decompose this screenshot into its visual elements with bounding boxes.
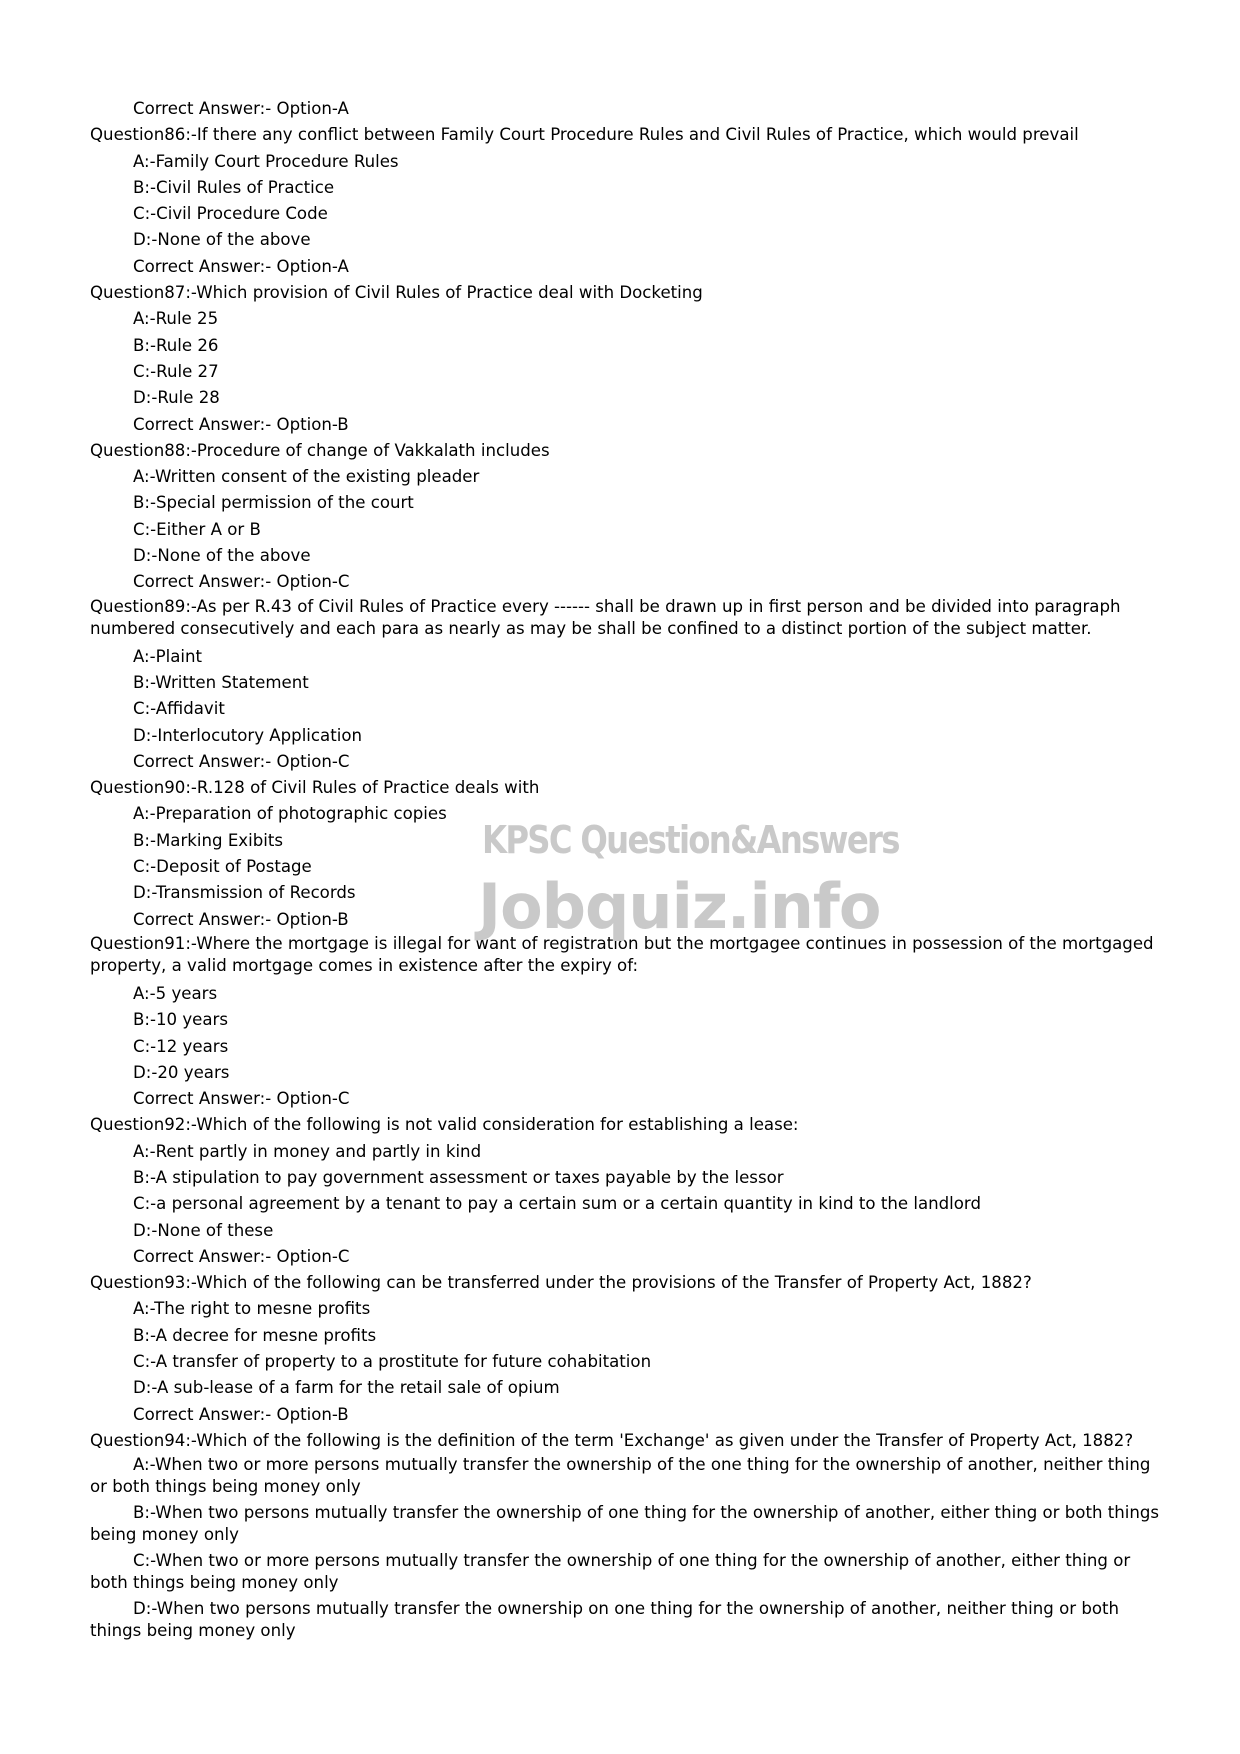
option-d: D:-When two persons mutually transfer the ownership on one thing for the ownership of another, neither thing or both things being money only [90, 1599, 1120, 1641]
correct-answer: Correct Answer:- Option-B [133, 909, 349, 929]
question-block [90, 1428, 1160, 1642]
question-block [90, 596, 1160, 775]
option-a: A:-Family Court Procedure Rules [133, 151, 399, 171]
option-a: A:-Plaint [133, 646, 203, 666]
question-block [90, 933, 1160, 1112]
option-d: D:-Transmission of Records [133, 883, 356, 903]
option-a: A:-5 years [133, 983, 218, 1003]
question-document [90, 96, 1160, 1646]
correct-answer: Correct Answer:- Option-C [133, 1089, 350, 1109]
option-d: D:-A sub-lease of a farm for the retail sale of opium [133, 1378, 560, 1398]
correct-answer: Correct Answer:- Option-B [133, 1404, 349, 1424]
question-block [90, 122, 1160, 280]
option-c: C:-Deposit of Postage [133, 857, 312, 877]
option-a: A:-Rent partly in money and partly in kind [133, 1141, 482, 1161]
question-block [90, 1112, 1160, 1270]
question-block [90, 775, 1160, 933]
watermark-line1: KPSC Question&Answers [482, 818, 899, 862]
previous-correct-answer: Correct Answer:- Option-A [133, 99, 349, 118]
option-d: D:-None of the above [133, 230, 311, 250]
option-d: D:-None of these [133, 1220, 274, 1240]
question-block [90, 280, 1160, 438]
correct-answer: Correct Answer:- Option-B [133, 414, 349, 434]
option-c: C:-When two or more persons mutually transfer the ownership of one thing for the ownership of another, either thing or both things being money only [90, 1551, 1131, 1593]
watermark-line2: Jobquiz.info [478, 870, 881, 943]
correct-answer: Correct Answer:- Option-C [133, 572, 350, 592]
option-c: C:-A transfer of property to a prostitute for future cohabitation [133, 1352, 652, 1372]
option-a: A:-When two or more persons mutually transfer the ownership of the one thing for the ownership of another, neither thing or both things being money only [90, 1455, 1151, 1497]
question-text: Question89:-As per R.43 of Civil Rules of Practice every ------ shall be drawn up in first person and be divided into paragraph numbered consecutively and each para as nearly as may be shall be confined to a distinct portion of the subject matter. [90, 596, 1121, 638]
option-c: C:-Rule 27 [133, 361, 219, 381]
question-text: Question94:-Which of the following is the definition of the term 'Exchange' as given under the Transfer of Property Act, 1882? [90, 1430, 1134, 1450]
option-c: C:-Either A or B [133, 519, 261, 539]
correct-answer: Correct Answer:- Option-C [133, 1246, 350, 1266]
option-a: A:-Written consent of the existing pleader [133, 467, 480, 487]
option-b: B:-Written Statement [133, 672, 309, 692]
question-text: Question86:-If there any conflict between Family Court Procedure Rules and Civil Rules of Practice, which would prevail [90, 125, 1079, 145]
question-block [90, 438, 1160, 596]
question-text: Question92:-Which of the following is not valid consideration for establishing a lease: [90, 1115, 799, 1135]
option-a: A:-Rule 25 [133, 309, 219, 329]
option-b: B:-Special permission of the court [133, 493, 414, 513]
option-d: D:-Rule 28 [133, 388, 220, 408]
correct-answer: Correct Answer:- Option-C [133, 751, 350, 771]
question-text: Question93:-Which of the following can be transferred under the provisions of the Transfer of Property Act, 1882? [90, 1273, 1032, 1293]
option-b: B:-10 years [133, 1010, 229, 1030]
option-d: D:-Interlocutory Application [133, 725, 362, 745]
option-d: D:-20 years [133, 1062, 230, 1082]
option-b: B:-Civil Rules of Practice [133, 177, 335, 197]
correct-answer: Correct Answer:- Option-A [133, 256, 349, 276]
option-a: A:-The right to mesne profits [133, 1299, 371, 1319]
option-a: A:-Preparation of photographic copies [133, 804, 447, 824]
option-b: B:-Rule 26 [133, 335, 219, 355]
option-b: B:-A stipulation to pay government assessment or taxes payable by the lessor [133, 1167, 784, 1187]
option-b: B:-When two persons mutually transfer the ownership of one thing for the ownership of another, either thing or both things being money only [90, 1503, 1160, 1545]
question-text: Question88:-Procedure of change of Vakkalath includes [90, 440, 550, 460]
option-b: B:-Marking Exibits [133, 830, 284, 850]
question-text: Question87:-Which provision of Civil Rules of Practice deal with Docketing [90, 283, 703, 303]
option-c: C:-a personal agreement by a tenant to pay a certain sum or a certain quantity in kind to the landlord [133, 1194, 981, 1214]
option-b: B:-A decree for mesne profits [133, 1325, 377, 1345]
option-d: D:-None of the above [133, 546, 311, 566]
option-c: C:-12 years [133, 1036, 229, 1056]
question-text: Question91:-Where the mortgage is illegal for want of registration but the mortgagee continues in possession of the mortgaged property, a valid mortgage comes in existence after the expiry of: [90, 933, 1154, 975]
option-c: C:-Affidavit [133, 699, 225, 719]
question-block [90, 1270, 1160, 1428]
option-c: C:-Civil Procedure Code [133, 204, 328, 224]
question-text: Question90:-R.128 of Civil Rules of Practice deals with [90, 778, 540, 798]
